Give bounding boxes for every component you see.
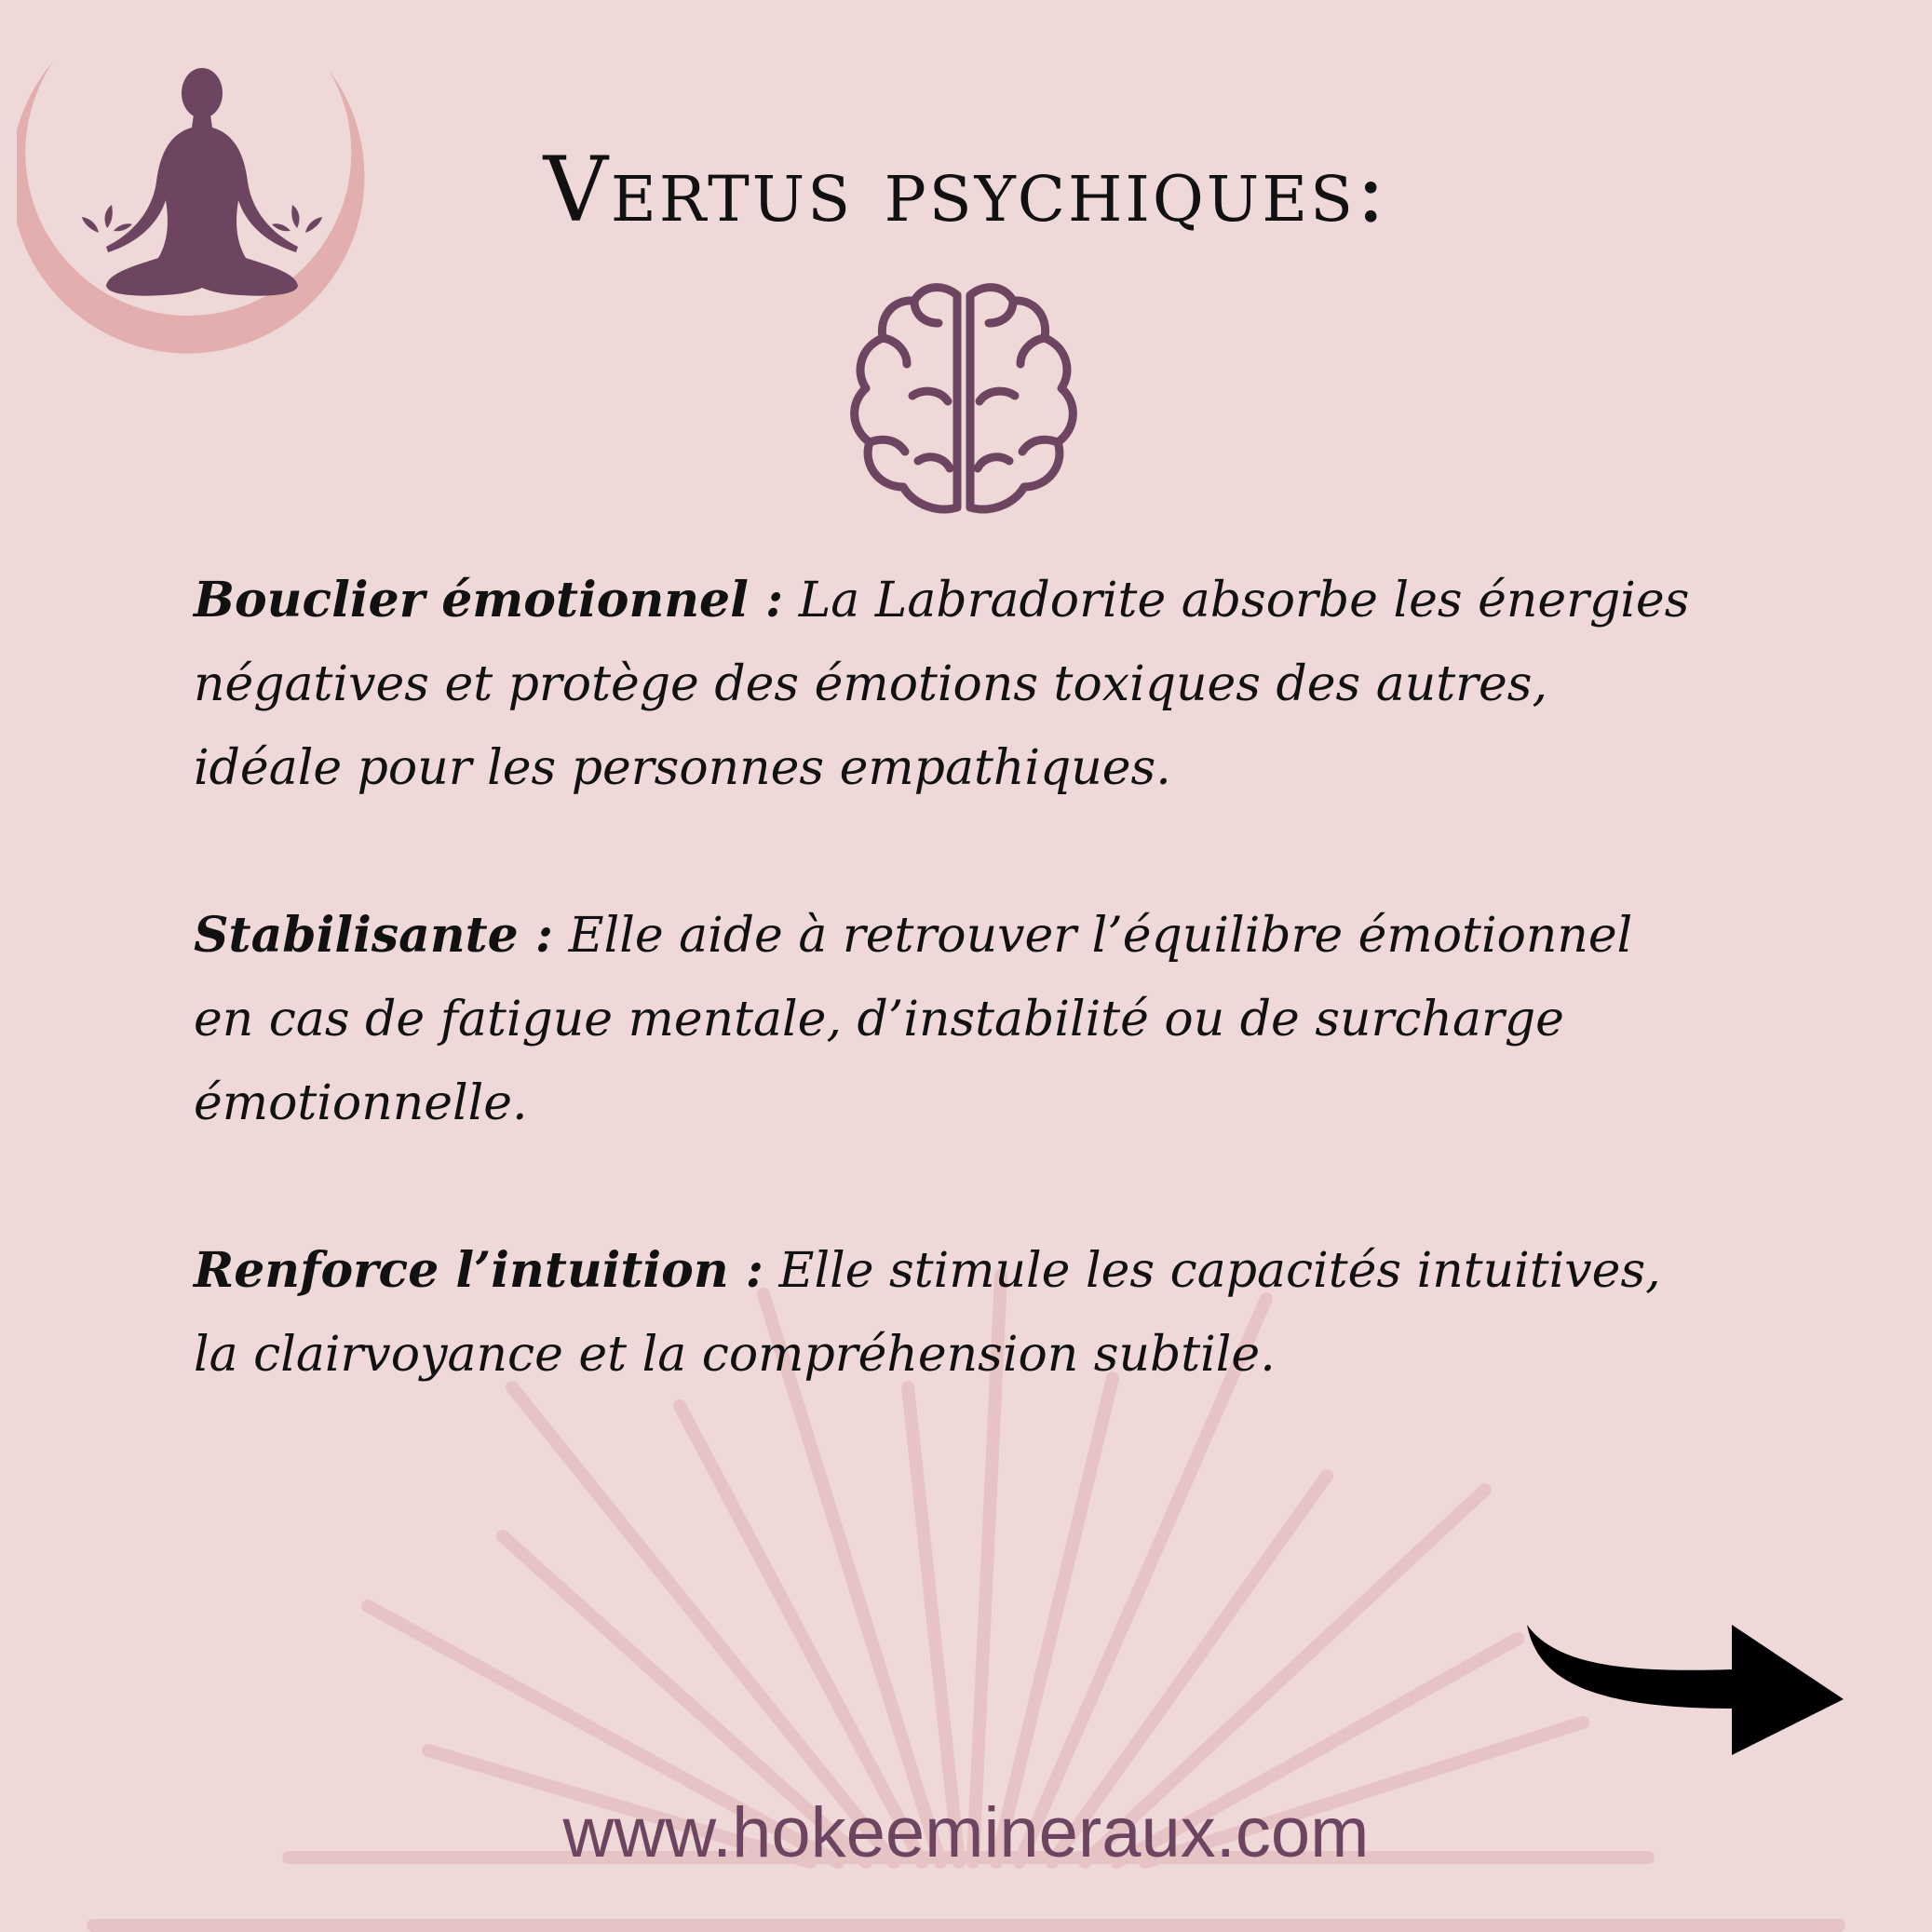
virtue-text: Elle stimule les capacités intuitives, la clairvoyance et la compréhension subtile. (194, 1243, 1661, 1383)
virtue-text: La Labradorite absorbe les énergies négatives et protège des émotions toxiques des autres, idéale pour les personnes empathiques. (194, 573, 1690, 796)
virtue-text: Elle aide à retrouver l’équilibre émotionnel en cas de fatigue mentale, d’instabilité ou de surcharge émotionnelle. (194, 908, 1633, 1131)
page-title: Vertus psychiques: (543, 138, 1389, 242)
virtues-list (194, 559, 1777, 1480)
virtue-label: Renforce l’intuition : (194, 1242, 763, 1299)
brain-icon (838, 275, 1089, 526)
virtue-paragraph-intuition (194, 1229, 1777, 1397)
virtue-paragraph-stabilizing (194, 894, 1777, 1145)
virtue-paragraph-emotional-shield (194, 559, 1777, 810)
arrow-right-icon[interactable] (1518, 1615, 1853, 1792)
virtue-label: Bouclier émotionnel : (194, 572, 784, 628)
virtue-label: Stabilisante : (194, 907, 554, 964)
website-link[interactable]: www.hokeemineraux.com (562, 1793, 1370, 1872)
